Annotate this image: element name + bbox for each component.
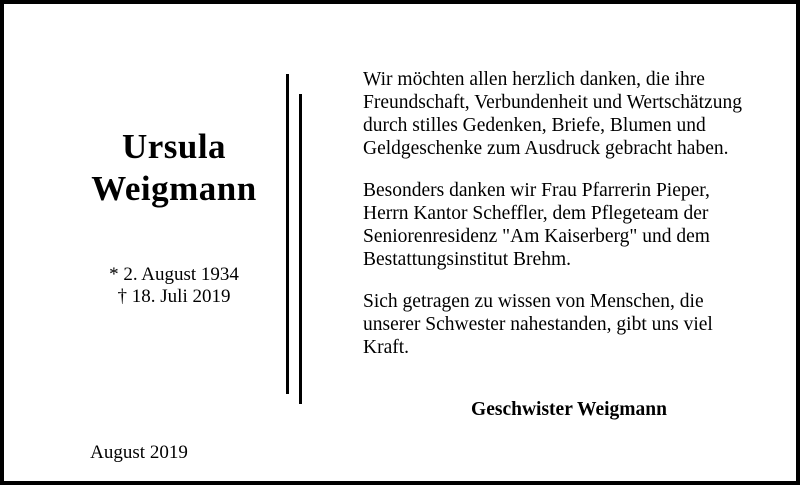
message-line: Sich getragen zu wissen von Menschen, die bbox=[363, 291, 704, 312]
message-paragraph bbox=[363, 68, 783, 160]
message-line: durch stilles Gedenken, Briefe, Blumen und bbox=[363, 115, 706, 136]
message-paragraph bbox=[363, 290, 783, 359]
divider-line-right bbox=[299, 94, 302, 404]
message-line: Besonders danken wir Frau Pfarrerin Pieper, bbox=[363, 180, 710, 201]
message-line: Freundschaft, Verbundenheit und Wertschätzung bbox=[363, 92, 742, 113]
death-date: † 18. Juli 2019 bbox=[117, 286, 231, 307]
message-line: Bestattungsinstitut Brehm. bbox=[363, 249, 571, 270]
message-line: Wir möchten allen herzlich danken, die ihre bbox=[363, 69, 705, 90]
birth-date: * 2. August 1934 bbox=[109, 264, 239, 285]
message-line: unserer Schwester nahestanden, gibt uns viel bbox=[363, 314, 713, 335]
deceased-first-name: Ursula bbox=[121, 127, 227, 166]
message-line: Seniorenresidenz "Am Kaiserberg" und dem bbox=[363, 226, 710, 247]
message-line: Herrn Kantor Scheffler, dem Pflegeteam der bbox=[363, 203, 709, 224]
thank-you-message bbox=[363, 68, 783, 378]
message-line: Geldgeschenke zum Ausdruck gebracht haben. bbox=[363, 138, 729, 159]
publication-date: August 2019 bbox=[90, 442, 188, 463]
message-paragraph bbox=[363, 179, 783, 271]
divider-line-left bbox=[286, 74, 289, 394]
deceased-last-name: Weigmann bbox=[91, 169, 257, 208]
signature: Geschwister Weigmann bbox=[471, 399, 667, 420]
message-line: Kraft. bbox=[363, 337, 410, 358]
